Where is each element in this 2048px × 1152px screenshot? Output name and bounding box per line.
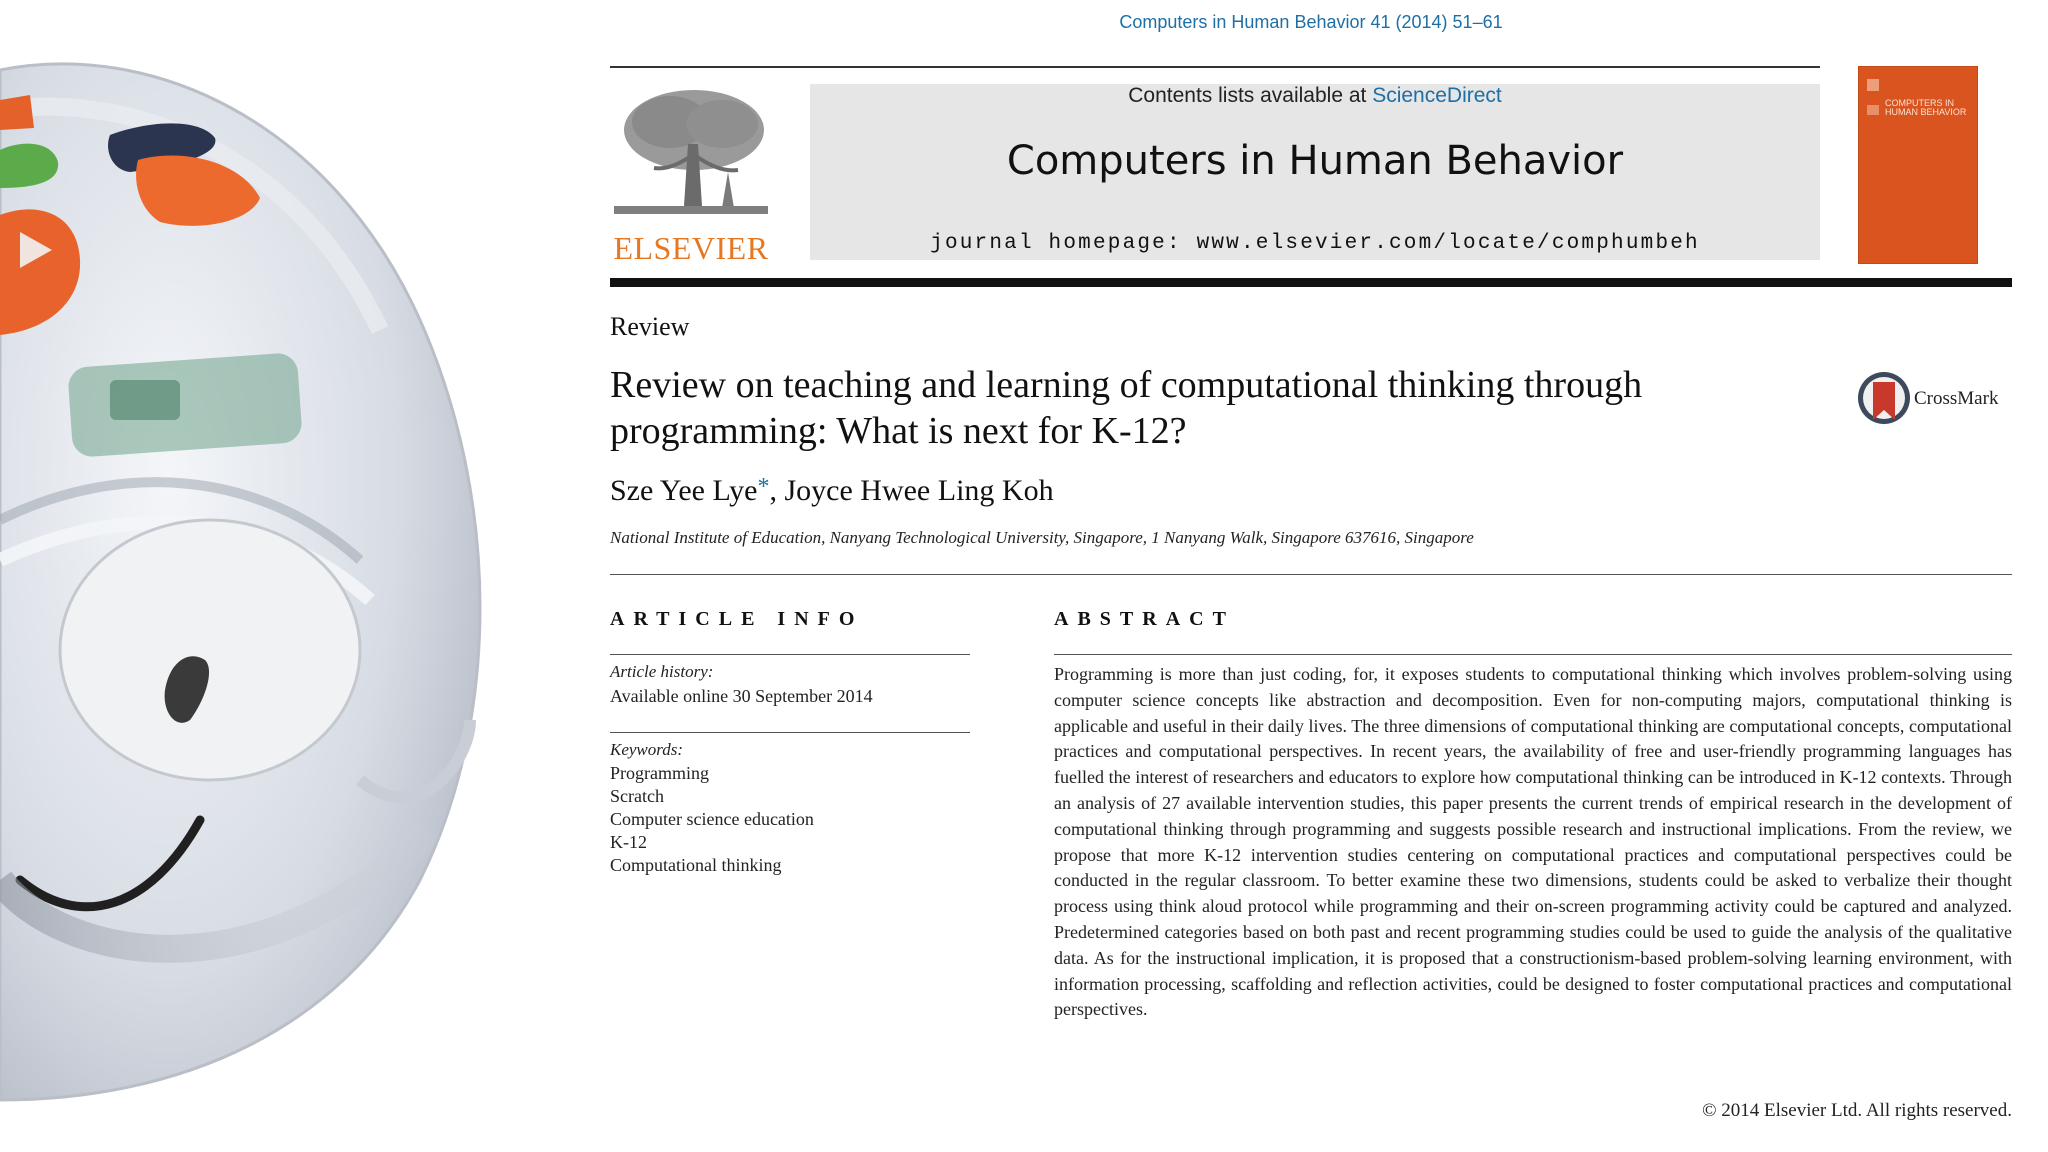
article-type: Review [610, 312, 690, 341]
elsevier-logo[interactable] [610, 84, 772, 264]
info-divider-2 [610, 732, 970, 733]
journal-citation[interactable]: Computers in Human Behavior 41 (2014) 51–61 [1119, 12, 1503, 32]
keywords-list [610, 762, 814, 877]
keyword-item: Computer science education [610, 809, 814, 829]
cover-title: COMPUTERS IN HUMAN BEHAVIOR [1885, 98, 1967, 117]
crossmark-icon [1858, 370, 1914, 426]
copyright-notice: © 2014 Elsevier Ltd. All rights reserved. [1702, 1100, 2012, 1121]
journal-masthead [810, 84, 1820, 260]
article-history-label: Article history: [610, 662, 714, 681]
author-list [610, 474, 1054, 508]
top-rule [610, 66, 1820, 68]
journal-title: Computers in Human Behavior [1006, 138, 1624, 184]
section-divider [610, 574, 2012, 575]
article-title: Review on teaching and learning of computational thinking through programming: What is next for K-12? [610, 364, 1643, 452]
journal-homepage[interactable]: journal homepage: www.elsevier.com/locate/comphumbeh [930, 232, 1700, 255]
contents-prefix: Contents lists available at [1128, 84, 1373, 107]
article-history-value: Available online 30 September 2014 [610, 686, 873, 706]
contents-line [810, 84, 1820, 108]
info-divider-1 [610, 654, 970, 655]
header-divider [610, 278, 2012, 287]
journal-cover-thumbnail[interactable] [1858, 66, 1978, 264]
keyword-item: K-12 [610, 832, 647, 852]
elsevier-wordmark: ELSEVIER [613, 230, 769, 266]
article-info-heading: ARTICLE INFO [610, 608, 864, 630]
sciencedirect-link[interactable]: ScienceDirect [1372, 84, 1502, 107]
author-1[interactable]: Sze Yee Lye [610, 474, 758, 507]
keyword-item: Computational thinking [610, 855, 782, 875]
keyword-item: Programming [610, 763, 709, 783]
elsevier-tree-icon [610, 84, 772, 224]
abstract-text: Programming is more than just coding, for, it exposes students to computational thinking which involves problem-solving using computer science concepts like abstraction and decomposition. Even for non-computing majors, computational thinking is applicable and useful in their daily lives. The three dimensions of computational thinking are computational concepts, computational practices and computational perspectives. In recent years, the availability of free and user-friendly programming languages has fuelled the interest of researchers and educators to explore how computational thinking can be introduced in K-12 contexts. Through an analysis of 27 available intervention studies, this paper presents the current trends of empirical research in the development of computational thinking through programming and suggests possible research and instructional implications. From the review, we propose that more K-12 intervention studies centering on computational practices and computational perspectives could be conducted in the regular classroom. To better examine these two dimensions, students could be asked to verbalize their thought process using think aloud protocol while programming and their on-screen programming activity could be captured and analyzed. Predetermined categories based on both past and recent programming studies could be used to guide the analysis of the qualitative data. As for the instructional implication, it is proposed that a constructionism-based problem-solving learning environment, with information processing, scaffolding and reflection activities, could be designed to foster computational practices and computational perspectives. [1054, 664, 2012, 1020]
keyword-item: Scratch [610, 786, 664, 806]
crossmark-label: CrossMark [1914, 388, 1999, 409]
author-2[interactable]: , Joyce Hwee Ling Koh [769, 474, 1054, 507]
robot-toy-illustration [0, 0, 520, 1110]
crossmark-badge[interactable] [1858, 370, 2018, 426]
corresponding-author-star[interactable]: * [757, 474, 770, 500]
keywords-label: Keywords: [610, 740, 684, 759]
paper-first-page [610, 0, 2012, 1152]
abstract-heading: ABSTRACT [1054, 608, 1235, 630]
abstract-divider [1054, 654, 2012, 655]
cover-emblem-icon [1867, 79, 1879, 91]
author-affiliation: National Institute of Education, Nanyang Technological University, Singapore, 1 Nanyang Walk, Singapore 637616, Singapore [610, 528, 1474, 547]
cover-emblem-icon-2 [1867, 105, 1879, 115]
